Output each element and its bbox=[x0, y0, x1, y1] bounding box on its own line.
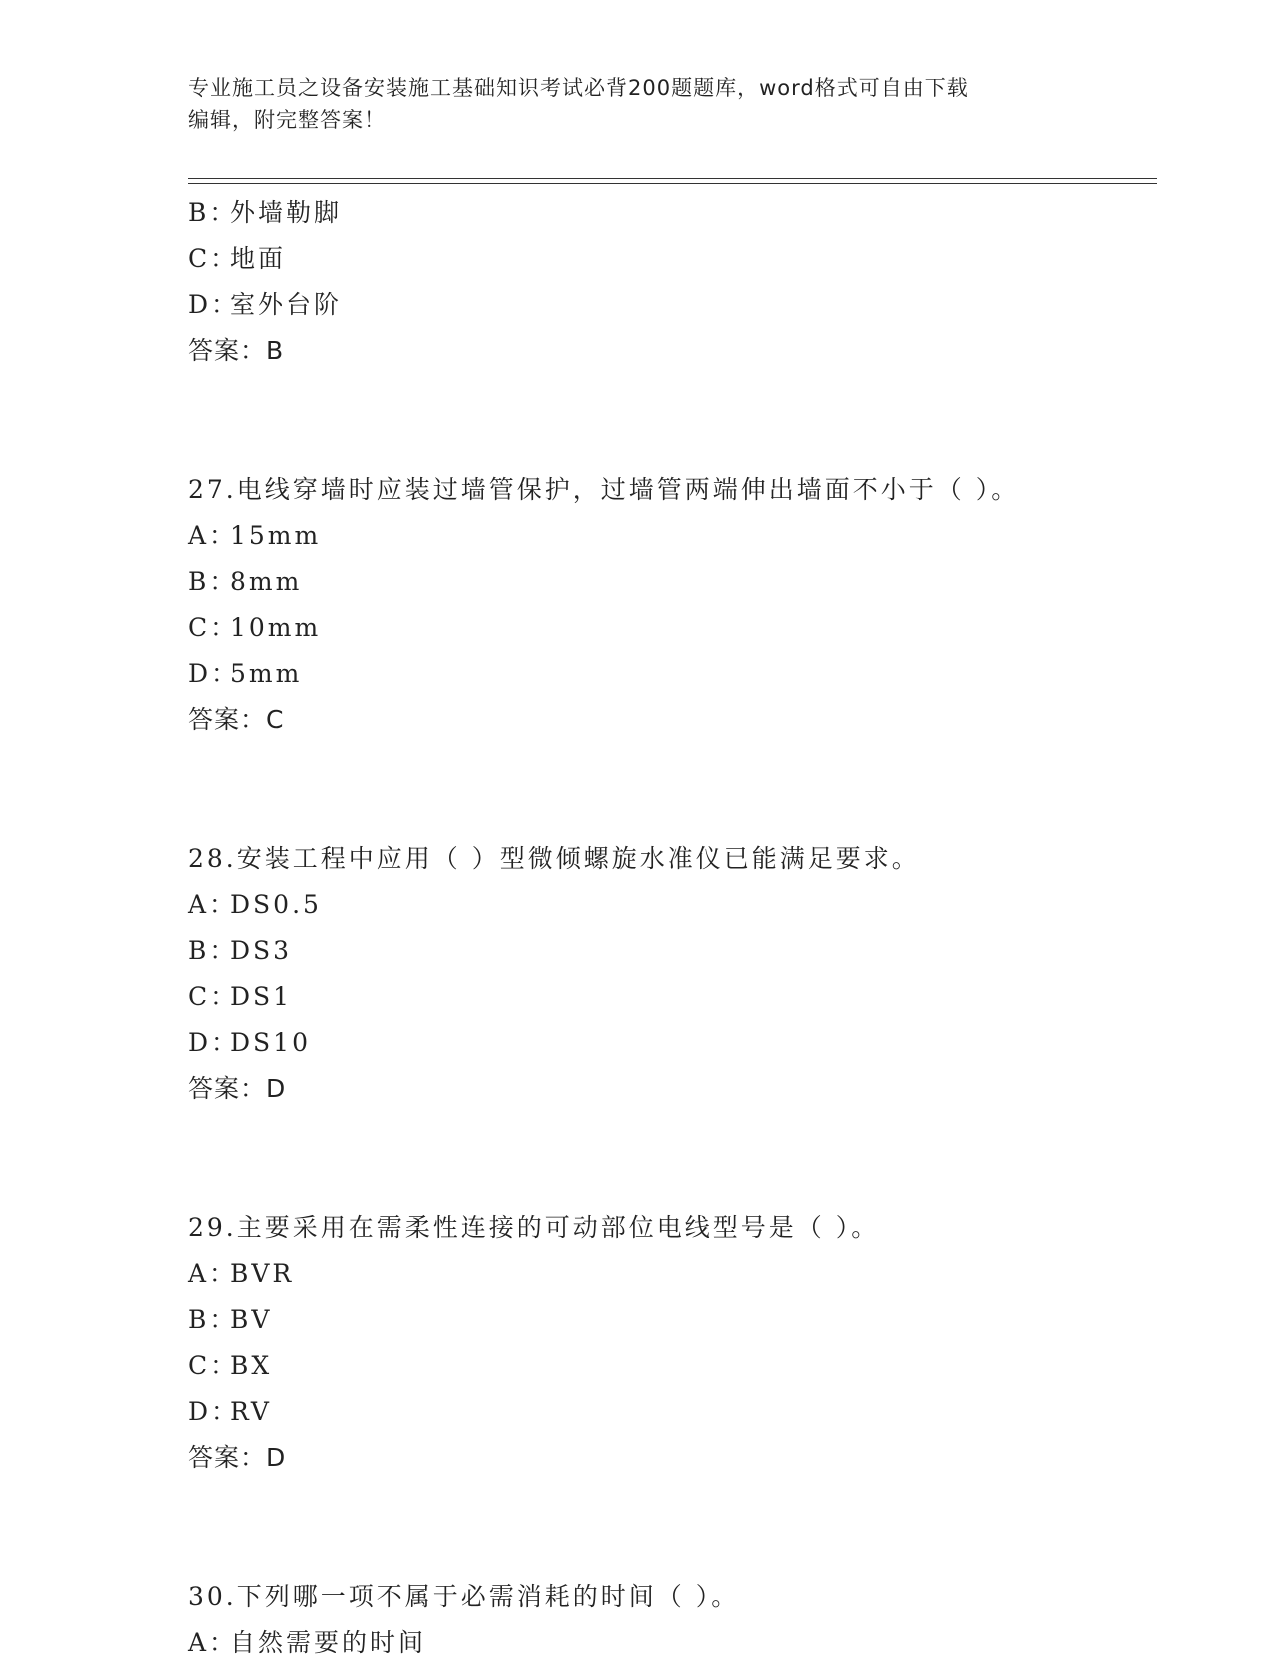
option-key: A： bbox=[188, 890, 238, 919]
answer: 答案：B bbox=[188, 336, 285, 365]
option-c bbox=[188, 974, 1157, 1020]
option-a bbox=[188, 513, 1157, 559]
question-stem: 30.下列哪一项不属于必需消耗的时间（ ）。 bbox=[188, 1582, 740, 1611]
option-key: C： bbox=[188, 1351, 239, 1380]
option-text: DS10 bbox=[230, 1028, 311, 1057]
header-title-line-1: 专业施工员之设备安装施工基础知识考试必背200题题库，word格式可自由下载 bbox=[188, 76, 969, 100]
option-text: BV bbox=[230, 1305, 273, 1334]
option-b bbox=[188, 1297, 1157, 1343]
option-text: 8mm bbox=[230, 567, 303, 596]
option-d bbox=[188, 651, 1157, 697]
option-c bbox=[188, 1343, 1157, 1389]
header-divider-top bbox=[188, 178, 1157, 179]
option-d bbox=[188, 282, 1157, 328]
option-key: D： bbox=[188, 1028, 240, 1057]
option-text: DS0.5 bbox=[230, 890, 322, 919]
option-key: D： bbox=[188, 1397, 240, 1426]
option-text: 地面 bbox=[230, 244, 287, 273]
option-text: DS1 bbox=[230, 982, 293, 1011]
option-text: 15mm bbox=[230, 521, 322, 550]
document-header bbox=[188, 72, 1088, 136]
option-c bbox=[188, 605, 1157, 651]
option-text: 外墙勒脚 bbox=[230, 198, 343, 227]
question-block bbox=[188, 1205, 1157, 1481]
header-divider-bottom bbox=[188, 183, 1157, 184]
answer: 答案：D bbox=[188, 1074, 287, 1103]
question-stem: 27.电线穿墙时应装过墙管保护，过墙管两端伸出墙面不小于（ ）。 bbox=[188, 475, 1020, 504]
question-block bbox=[188, 467, 1157, 743]
option-text: DS3 bbox=[230, 936, 293, 965]
option-key: B： bbox=[188, 936, 238, 965]
option-key: B： bbox=[188, 567, 238, 596]
option-b bbox=[188, 928, 1157, 974]
question-stem: 29.主要采用在需柔性连接的可动部位电线型号是（ ）。 bbox=[188, 1213, 880, 1242]
option-a bbox=[188, 1251, 1157, 1297]
question-block bbox=[188, 836, 1157, 1112]
option-key: D： bbox=[188, 659, 240, 688]
option-a bbox=[188, 882, 1157, 928]
option-text: 自然需要的时间 bbox=[230, 1628, 427, 1657]
option-text: RV bbox=[230, 1397, 272, 1426]
option-text: 10mm bbox=[230, 613, 322, 642]
option-key: A： bbox=[188, 1259, 238, 1288]
question-block bbox=[188, 190, 1157, 374]
option-key: B： bbox=[188, 1305, 238, 1334]
option-text: 5mm bbox=[230, 659, 303, 688]
option-text: BVR bbox=[230, 1259, 295, 1288]
option-b bbox=[188, 559, 1157, 605]
option-key: A： bbox=[188, 521, 238, 550]
header-title-line-2: 编辑，附完整答案！ bbox=[188, 108, 386, 132]
option-d bbox=[188, 1020, 1157, 1066]
option-b bbox=[188, 190, 1157, 236]
option-text: 室外台阶 bbox=[230, 290, 343, 319]
question-block bbox=[188, 1574, 1157, 1666]
option-key: A： bbox=[188, 1628, 238, 1657]
option-text: BX bbox=[230, 1351, 273, 1380]
option-a bbox=[188, 1620, 1157, 1666]
document-body bbox=[188, 190, 1157, 1666]
option-key: D： bbox=[188, 290, 240, 319]
answer: 答案：D bbox=[188, 1443, 287, 1472]
answer: 答案：C bbox=[188, 705, 285, 734]
option-key: C： bbox=[188, 982, 239, 1011]
option-key: C： bbox=[188, 613, 239, 642]
option-key: B： bbox=[188, 198, 238, 227]
option-c bbox=[188, 236, 1157, 282]
question-stem: 28.安装工程中应用（ ）型微倾螺旋水准仪已能满足要求。 bbox=[188, 844, 920, 873]
option-key: C： bbox=[188, 244, 239, 273]
option-d bbox=[188, 1389, 1157, 1435]
